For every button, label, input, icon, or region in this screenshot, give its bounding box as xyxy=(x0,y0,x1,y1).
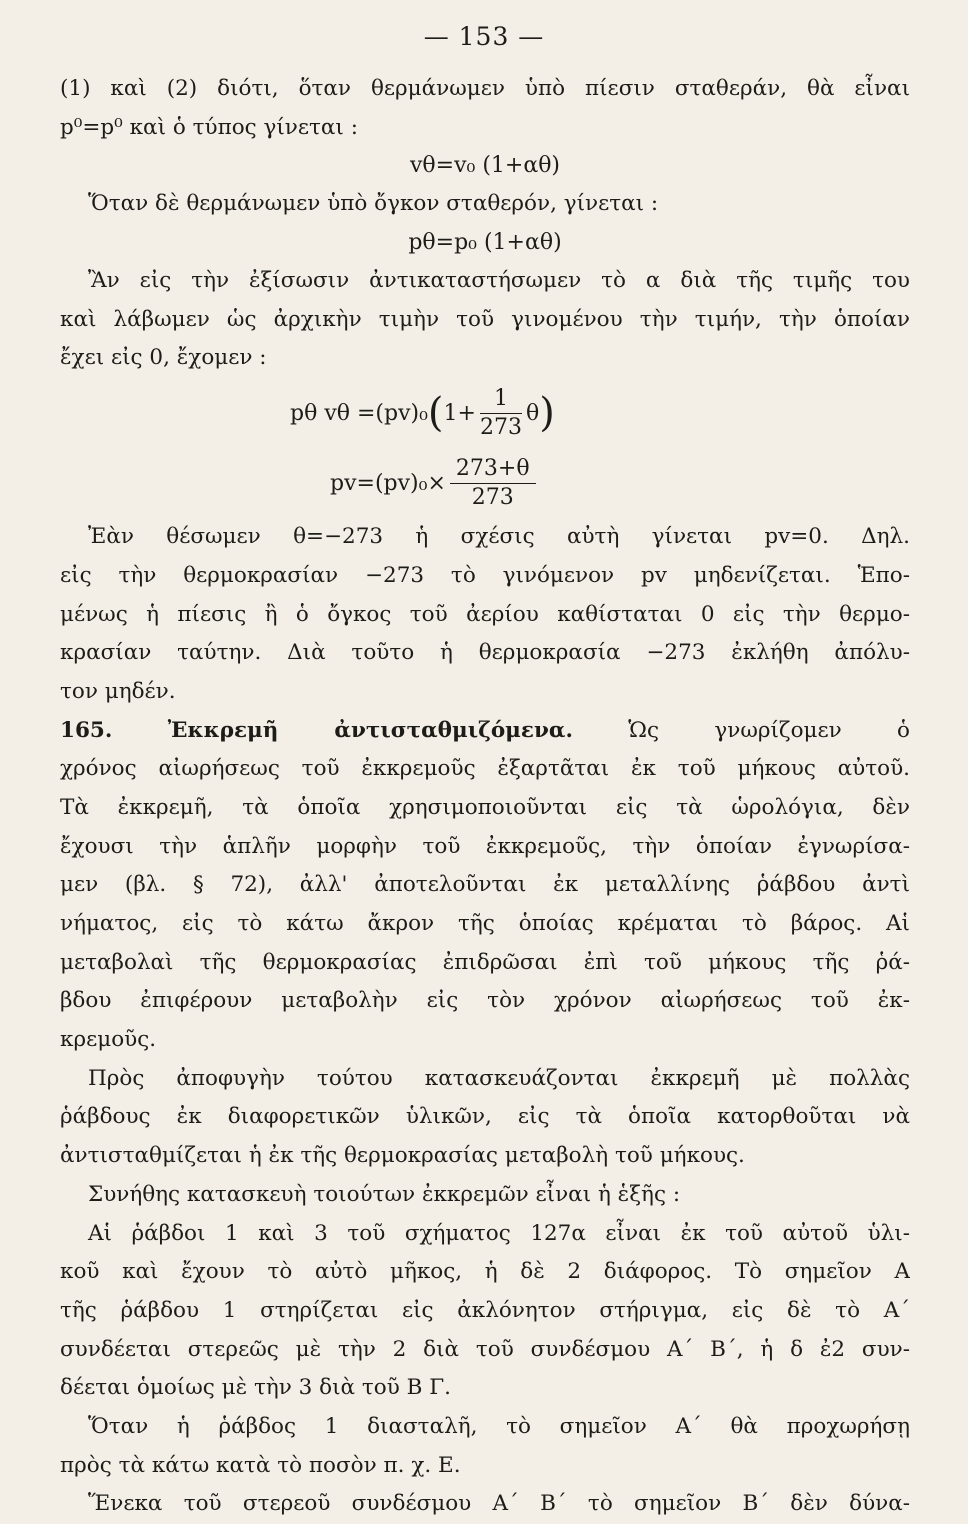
text-line: Ὅταν δὲ θερμάνωμεν ὑπὸ ὄγκον σταθερόν, γίνεται : xyxy=(88,191,659,217)
text-line: νήματος, εἰς τὸ κάτω ἄκρον τῆς ὁποίας κρέμαται τὸ βάρος. Αἱ xyxy=(60,911,910,936)
text-line: Ὅταν ἡ ῥάβδος 1 διασταλῆ, τὸ σημεῖον Α΄ θὰ προχωρήσῃ xyxy=(88,1413,910,1439)
section-title: Ἐκκρεμῆ ἀντισταθμιζόμενα. xyxy=(167,717,573,743)
text-line: ἔχει εἰς 0, ἔχομεν : xyxy=(60,345,267,371)
text-line: πρὸς τὰ κάτω κατὰ τὸ ποσὸν π. χ. Ε. xyxy=(60,1452,461,1478)
text-line: ῥάβδους ἐκ διαφορετικῶν ὑλικῶν, εἰς τὰ ὁποῖα κατορθοῦται νὰ xyxy=(60,1104,910,1130)
text-line: εἰς τὴν θερμοκρασίαν −273 τὸ γινόμενον pv μηδενίζεται. Ἑπο- xyxy=(60,562,910,588)
text-line: κρεμοῦς. xyxy=(60,1027,157,1053)
paragraph-absolute-zero xyxy=(60,518,910,711)
page-number: — 153 — xyxy=(423,22,545,51)
text-line: βδου ἐπιφέρουν μεταβολὴν εἰς τὸν χρόνον αἰωρήσεως τοῦ ἐκ- xyxy=(60,988,910,1014)
text-line: ἀντισταθμίζεται ἡ ἐκ τῆς θερμοκρασίας μεταβολὴ τοῦ μήκους. xyxy=(60,1143,745,1169)
eq4-left: pv=(pv)₀× xyxy=(330,470,446,496)
eq3-denominator: 273 xyxy=(479,414,522,440)
equation-pv-ratio xyxy=(60,448,910,518)
text-line: καὶ λάβωμεν ὡς ἀρχικὴν τιμὴν τοῦ γινομένου τὴν τιμήν, τὴν ὁποίαν xyxy=(60,306,910,332)
text-line: Τὰ ἐκκρεμῆ, τὰ ὁποῖα χρησιμοποιοῦνται εἰς τὰ ὡρολόγια, δὲν xyxy=(60,794,910,820)
text-line: μεν (βλ. § 72), ἀλλ' ἀποτελοῦνται ἐκ μεταλλίνης ῥάβδου ἀντὶ xyxy=(60,872,910,898)
equation-pv-theta xyxy=(60,378,910,448)
eq3-theta: θ xyxy=(525,400,540,426)
text-line: (1) καὶ (2) διότι, ὅταν θερμάνωμεν ὑπὸ πίεσιν σταθεράν, θὰ εἶναι xyxy=(60,76,910,101)
text-line: p⁰=p⁰ καὶ ὁ τύπος γίνεται : xyxy=(60,114,358,140)
text-line: κρασίαν ταύτην. Διὰ τοῦτο ἡ θερμοκρασία −273 ἐκλήθη ἀπόλυ- xyxy=(60,640,910,666)
eq3-plus: 1+ xyxy=(443,400,476,426)
eq3-open-paren: ( xyxy=(427,390,444,437)
section-title-rest: Ὡς γνωρίζομεν ὁ xyxy=(628,717,910,743)
text-line: συνδέεται στερεῶς μὲ τὴν 2 διὰ τοῦ συνδέσμου Α΄ Β΄, ἡ δ ἐ2 συν- xyxy=(60,1336,910,1362)
text-line: Ἕνεκα τοῦ στερεοῦ συνδέσμου Α΄ Β΄ τὸ σημεῖον Β΄ δὲν δύνα- xyxy=(88,1491,910,1517)
eq3-fraction xyxy=(480,385,522,442)
text-line: μεταβολαὶ τῆς θερμοκρασίας ἐπιδρῶσαι ἐπὶ τοῦ μήκους τῆς ῥά- xyxy=(60,949,910,975)
page-body xyxy=(60,70,910,1524)
text-line: Ἂν εἰς τὴν ἐξίσωσιν ἀντικαταστήσωμεν τὸ α διὰ τῆς τιμῆς του xyxy=(88,268,910,294)
text-line: δέεται ὁμοίως μὲ τὴν 3 διὰ τοῦ Β Γ. xyxy=(60,1375,451,1401)
text-line: κοῦ καὶ ἔχουν τὸ αὐτὸ μῆκος, ἡ δὲ 2 διάφορος. Τὸ σημεῖον Α xyxy=(60,1259,910,1285)
section-body xyxy=(60,750,910,1524)
eq4-numerator: 273+θ xyxy=(450,455,536,484)
section-number: 165. xyxy=(60,717,113,743)
text-line: ἔχουσι τὴν ἁπλῆν μορφὴν τοῦ ἐκκρεμοῦς, τὴν ὁποίαν ἐγνωρίσα- xyxy=(60,833,910,859)
text-line: Αἱ ῥάβδοι 1 καὶ 3 τοῦ σχήματος 127α εἶναι ἐκ τοῦ αὐτοῦ ὑλι- xyxy=(88,1220,910,1246)
section-heading-line xyxy=(60,712,910,751)
equation-pressure: pθ=p₀ (1+αθ) xyxy=(408,230,562,256)
eq3-close-paren: ) xyxy=(539,390,555,437)
eq4-fraction xyxy=(450,455,536,512)
text-line: τον μηδέν. xyxy=(60,678,176,704)
equation-volume: vθ=v₀ (1+αθ) xyxy=(409,153,561,179)
text-line: Πρὸς ἀποφυγὴν τούτου κατασκευάζονται ἐκκρεμῆ μὲ πολλὰς xyxy=(88,1065,910,1091)
eq3-numerator: 1 xyxy=(480,385,522,414)
text-line: τῆς ῥάβδου 1 στηρίζεται εἰς ἀκλόνητον στήριγμα, εἰς δὲ τὸ Α΄ xyxy=(60,1297,910,1323)
text-line: Συνήθης κατασκευὴ τοιούτων ἐκκρεμῶν εἶναι ἡ ἑξῆς : xyxy=(88,1181,681,1207)
eq3-left: pθ vθ =(pv)₀ xyxy=(290,400,428,426)
text-line: μένως ἡ πίεσις ἢ ὁ ὄγκος τοῦ ἀερίου καθίσταται 0 εἰς τὴν θερμο- xyxy=(60,601,910,627)
eq4-denominator: 273 xyxy=(471,484,514,510)
text-line: Ἐὰν θέσωμεν θ=−273 ἡ σχέσις αὐτὴ γίνεται pv=0. Δηλ. xyxy=(88,524,910,550)
text-line: χρόνος αἰωρήσεως τοῦ ἐκκρεμοῦς ἐξαρτᾶται ἐκ τοῦ μήκους αὐτοῦ. xyxy=(60,756,910,782)
